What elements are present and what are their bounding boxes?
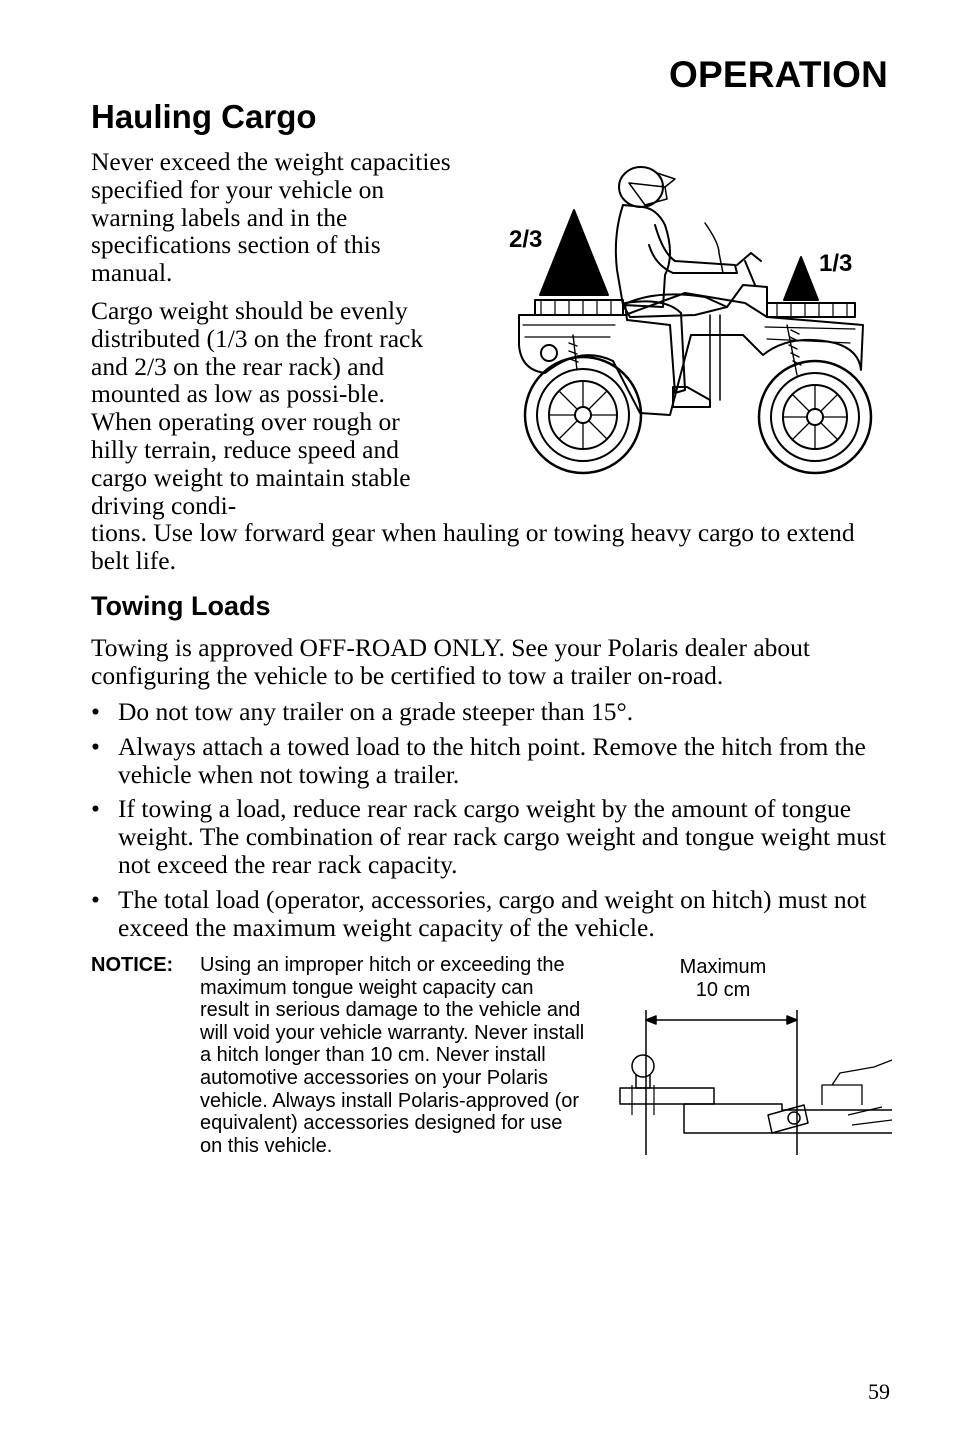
rear-wheel xyxy=(525,357,641,473)
list-item xyxy=(91,795,891,878)
rider-torso xyxy=(616,205,670,307)
bullet-text: Do not tow any trailer on a grade steeper than 15°. xyxy=(118,697,634,726)
hitch-caption-line-1: Maximum xyxy=(679,956,767,978)
notice-label: NOTICE: xyxy=(91,954,174,976)
list-item xyxy=(91,698,891,726)
drawbar xyxy=(620,1088,714,1104)
bullet-icon: • xyxy=(91,697,100,726)
atv-cargo-illustration xyxy=(505,165,875,480)
notice-text: Using an improper hitch or exceeding the maximum tongue weight capacity can result in serious damage to the vehicle and will void your vehicle warranty. Never install a hitch longer than 10 cm. Never install automotive accessories on your Polaris vehicle. Always install Polaris-approved (or equivalent) accessories designed for use on this vehicle. xyxy=(200,954,585,1157)
bullet-icon: • xyxy=(91,884,100,914)
bullet-text: Always attach a towed load to the hitch point. Remove the hitch from the vehicle when not towing a trailer. xyxy=(118,731,866,789)
rider-boot xyxy=(673,387,710,407)
atv-body xyxy=(519,293,863,415)
front-load-triangle-icon xyxy=(784,257,818,300)
list-item xyxy=(91,886,891,942)
hauling-paragraph-1: Never exceed the weight capacities specified for your vehicle on warning labels and in the specifications section of this manual. xyxy=(91,147,451,288)
bullet-text: The total load (operator, accessories, cargo and weight on hitch) must not exceed the maximum weight capacity of the vehicle. xyxy=(118,884,867,942)
front-load-label: 1/3 xyxy=(819,250,853,277)
hitch-diagram xyxy=(612,955,892,1155)
front-wheel xyxy=(759,361,871,473)
rear-load-triangle-icon xyxy=(540,210,608,295)
hitch-ball xyxy=(632,1055,654,1077)
bullet-icon: • xyxy=(91,731,100,761)
towing-loads-heading: Towing Loads xyxy=(91,591,271,621)
hitch-caption-line-2: 10 cm xyxy=(695,978,751,1001)
hauling-cargo-heading: Hauling Cargo xyxy=(91,98,317,135)
towing-bullet-list xyxy=(91,698,891,948)
bullet-text: If towing a load, reduce rear rack cargo weight by the amount of tongue weight. The combination of rear rack cargo weight and tongue weight must not exceed the rear rack capacity. xyxy=(118,794,887,879)
bullet-icon: • xyxy=(91,794,100,824)
list-item xyxy=(91,733,891,789)
hauling-paragraph-2: Cargo weight should be evenly distributed (1/3 on the front rack and 2/3 on the rear rack) and mounted as low as possi-ble. When operating over rough or hilly terrain, reduce speed and cargo weight to maintain stable driving condi- xyxy=(91,296,424,520)
section-header: OPERATION xyxy=(668,54,888,95)
rear-load-label: 2/3 xyxy=(509,226,543,253)
handlebar xyxy=(737,253,761,285)
towing-intro: Towing is approved OFF-ROAD ONLY. See your Polaris dealer about configuring the vehicle to be certified to tow a trailer on-road. xyxy=(91,633,811,690)
rear-rack xyxy=(535,300,623,315)
page-number: 59 xyxy=(868,1379,890,1404)
hauling-paragraph-3: tions. Use low forward gear when hauling or towing heavy cargo to extend belt life. xyxy=(91,518,855,575)
rider-arm xyxy=(649,225,737,273)
front-rack xyxy=(767,303,855,317)
